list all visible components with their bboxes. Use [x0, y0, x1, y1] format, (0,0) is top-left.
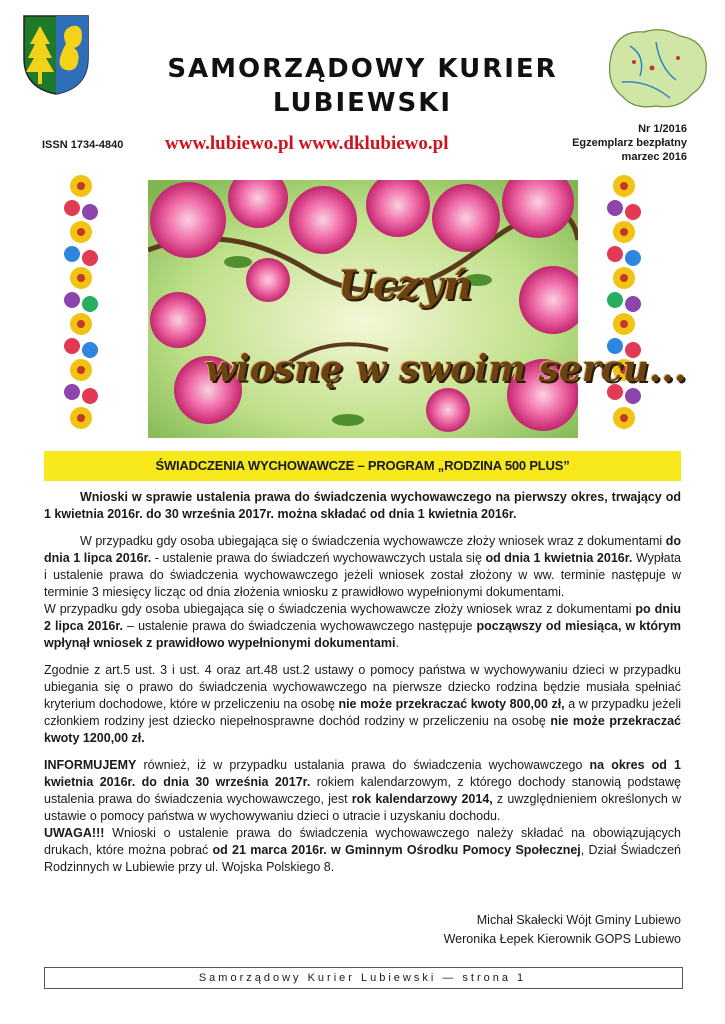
text-run-bold: nie może przekraczać kwoty 800,00 zł,: [338, 697, 565, 711]
text-run-bold: począwszy od miesiąca, w którym wpłynął wniosek z prawidłowo wypełnionymi dokumentami: [44, 619, 681, 650]
flower-garland-left-icon: [60, 172, 102, 440]
article-paragraph-5: [44, 825, 681, 876]
website-links[interactable]: www.lubiewo.pl www.dklubiewo.pl: [165, 133, 449, 154]
signature-gops-head: Weronika Łepek Kierownik GOPS Lubiewo: [443, 932, 681, 946]
text-run: W przypadku gdy osoba ubiegająca się o świadczenia wychowawcze złoży wniosek wraz z dokumentami: [80, 534, 666, 548]
article-body: [44, 489, 681, 876]
signature-mayor: Michał Skałecki Wójt Gminy Lubiewo: [476, 913, 681, 927]
hero-caption-line2: wiosnę w swoim sercu...: [205, 348, 687, 390]
text-run: - ustalenie prawa do świadczeń wychowawczych ustala się: [151, 551, 486, 565]
text-run-bold: nie może przekraczać kwoty 1200,00 zł.: [44, 714, 681, 745]
text-run: – ustalenie prawa do świadczenia wychowawczego następuje: [123, 619, 477, 633]
text-run-bold: rok kalendarzowy 2014,: [351, 792, 493, 806]
issue-copy-note: Egzemplarz bezpłatny: [572, 137, 687, 149]
text-run: a w przypadku jeżeli członkiem rodziny jest dziecko niepełnosprawne dochód rodziny w przeliczeniu na osobę: [44, 697, 681, 728]
text-run: , Dział Świadczeń Rodzinnych w Lubiewie przy ul. Wojska Polskiego 8.: [44, 843, 681, 874]
text-run-bold: UWAGA!!!: [44, 826, 105, 840]
issue-date: marzec 2016: [621, 151, 687, 163]
article-paragraph-1: [44, 533, 681, 601]
flower-garland-right-icon: [603, 172, 645, 440]
gmina-map-icon: [600, 22, 712, 114]
signatures: [444, 911, 681, 949]
text-run-bold: od dnia 1 kwietnia 2016r.: [485, 551, 633, 565]
text-run: W przypadku gdy osoba ubiegająca się o świadczenia wychowawcze złoży wniosek wraz z dokumentami: [44, 602, 636, 616]
text-run-bold: po dniu 2 lipca 2016r.: [44, 602, 682, 633]
text-run-bold: od 21 marca 2016r. w Gminnym Ośrodku Pomocy Społecznej: [212, 843, 581, 857]
text-run: z uwzględnieniem określonych w ustawie o pomocy państwa w wychowywaniu dzieci o utracie i uzyskaniu dochodu.: [44, 792, 681, 823]
text-run-bold: INFORMUJEMY: [44, 758, 137, 772]
masthead-title-line2: LUBIEWSKI: [272, 88, 453, 118]
text-run: Wypłata i ustalenie prawa do świadczenia wychowawczego jeżeli wniosek został złożony w ww. terminie następuje w terminie 3 miesięcy licząc od dnia złożenia wniosku z prawidłowo wypełnionymi dokumentami.: [44, 551, 681, 599]
footer-text: Samorządowy Kurier Lubiewski — strona 1: [198, 972, 527, 984]
hero-caption-line1: Uczyń: [338, 262, 473, 309]
article-paragraph-2: [44, 601, 681, 652]
issue-info: [572, 122, 687, 164]
article-heading: ŚWIADCZENIA WYCHOWAWCZE – PROGRAM „RODZINA 500 PLUS”: [155, 458, 570, 473]
text-run: Zgodnie z art.5 ust. 3 i ust. 4 oraz art.48 ust.2 ustawy o pomocy państwa w wychowywaniu dzieci w przypadku ubiegania się o prawo do świadczenia wychowawczego na pierwsze dziecko rodzina będzie musiała spełniać kryterium dochodowe, które w przeliczeniu na osobę: [44, 663, 681, 711]
text-run-bold: na okres od 1 kwietnia 2016r. do dnia 30 września 2017r.: [44, 758, 681, 789]
text-run: Wnioski o ustalenie prawa do świadczenia wychowawczego należy składać na obowiązujących drukach, które można pobrać: [44, 826, 681, 857]
article-paragraph-3: [44, 662, 681, 747]
text-run: rokiem kalendarzowym, z którego dochody stanowią podstawę ustalenia prawa do świadczenia wychowawczego, jest: [44, 775, 681, 806]
text-run-bold: do dnia 1 lipca 2016r.: [44, 534, 681, 565]
issue-number: Nr 1/2016: [638, 123, 687, 135]
spring-flowers-image: [148, 180, 578, 438]
article-lead: Wnioski w sprawie ustalenia prawa do świadczenia wychowawczego na pierwszy okres, trwający od 1 kwietnia 2016r. do 30 września 2017r. można składać od dnia 1 kwietnia 2016r.: [44, 490, 681, 521]
issn-label: ISSN 1734-4840: [42, 139, 124, 151]
text-run: również, iż w przypadku ustalania prawa do świadczenia wychowawczego: [136, 758, 590, 772]
text-run: .: [395, 636, 399, 650]
article-paragraph-4: [44, 757, 681, 825]
masthead-title-line1: SAMORZĄDOWY KURIER: [167, 54, 558, 84]
